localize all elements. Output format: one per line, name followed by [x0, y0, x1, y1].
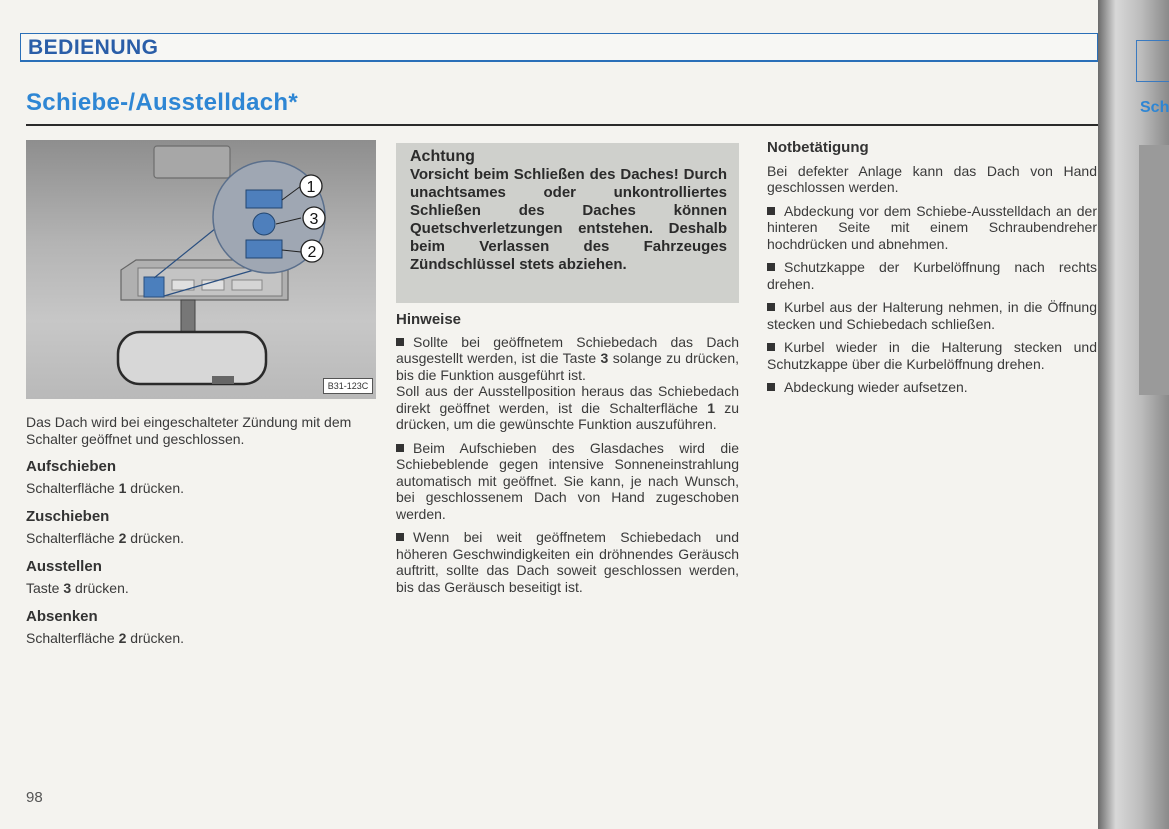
- heading-aufschieben: Aufschieben: [26, 458, 117, 475]
- heading-ausstellen: Ausstellen: [26, 558, 102, 575]
- step-5: Abdeckung wieder aufsetzen.: [767, 379, 1097, 396]
- bullet-icon: [396, 444, 404, 452]
- next-page-figure-fragment: [1139, 145, 1169, 395]
- intro-text: Das Dach wird bei eingeschalteter Zündung mit dem Schalter geöffnet und geschlossen.: [26, 414, 352, 447]
- column-left: [26, 414, 371, 646]
- header-box: [20, 33, 1098, 62]
- title-rule: [26, 124, 1098, 126]
- bullet-icon: [767, 303, 775, 311]
- figure-code: B31-123C: [323, 378, 373, 394]
- heading-hinweise: Hinweise: [396, 311, 462, 328]
- hinweis-2: Soll aus der Ausstellposition heraus das Schiebedach direkt geöffnet werden, ist die Schalterfläche 1 zu drücken, um die gewünschte Funktion auszuführen.: [396, 383, 740, 432]
- bullet-icon: [767, 263, 775, 271]
- hinweis-1: Sollte bei geöffnetem Schiebedach das Dach ausgestellt werden, ist die Taste 3 solange zu drücken, bis die Funktion ausgeführt ist.: [396, 333, 739, 383]
- heading-notbetaetigung: Notbetätigung: [767, 139, 869, 156]
- next-page-header-box: [1136, 40, 1169, 82]
- column-right: [767, 140, 1097, 396]
- roof-console-illustration: [26, 140, 376, 399]
- section-header: BEDIENUNG: [28, 36, 159, 59]
- text-ausstellen: Taste 3 drücken.: [26, 579, 129, 596]
- step-3: Kurbel aus der Halterung nehmen, in die Öffnung stecken und Schiebedach schließen.: [767, 299, 1097, 332]
- bullet-icon: [767, 383, 775, 391]
- svg-text:1: 1: [306, 179, 316, 196]
- svg-text:2: 2: [307, 244, 317, 261]
- bullet-icon: [767, 207, 775, 215]
- heading-absenken: Absenken: [26, 608, 98, 625]
- svg-text:3: 3: [309, 211, 319, 228]
- next-page-title-fragment: Sch: [1140, 99, 1169, 116]
- bullet-icon: [767, 343, 775, 351]
- warning-text: Vorsicht beim Schließen des Daches! Durch unachtsames oder unkontrolliertes Schließen des Daches können Quetschverletzungen entstehen. Deshalb beim Verlassen des Fahrzeuges Zündschlüssel stets abziehen.: [410, 166, 727, 273]
- page-binding-shadow: [1098, 0, 1169, 829]
- text-absenken: Schalterfläche 2 drücken.: [26, 629, 184, 646]
- bullet-icon: [396, 338, 404, 346]
- text-zuschieben: Schalterfläche 2 drücken.: [26, 529, 184, 546]
- roof-switch-figure: [26, 140, 376, 399]
- hinweis-4: Wenn bei weit geöffnetem Schiebedach und höheren Geschwindigkeiten ein dröhnendes Geräusch auftritt, sollte das Dach soweit geschlossen werden, bis das Geräusch beseitigt ist.: [396, 529, 739, 595]
- hinweis-3: Beim Aufschieben des Glasdaches wird die Schiebeblende gegen intensive Sonneneinstrahlung automatisch mit geöffnet. Sie kann, je nach Wunsch, bei geschlossenem Dach von Hand zugeschoben werden.: [396, 439, 739, 522]
- header-rule: [20, 60, 1098, 62]
- notbetaetigung-intro: Bei defekter Anlage kann das Dach von Hand geschlossen werden.: [767, 162, 1097, 195]
- step-1: Abdeckung vor dem Schiebe-Ausstelldach an der hinteren Seite mit einem Schraubendreher hochdrücken und abnehmen.: [767, 202, 1097, 252]
- page-title: Schiebe-/Ausstelldach*: [26, 89, 299, 116]
- page-number: 98: [26, 789, 43, 806]
- step-4: Kurbel wieder in die Halterung stecken und Schutzkappe über die Kurbelöffnung drehen.: [767, 339, 1097, 372]
- heading-zuschieben: Zuschieben: [26, 508, 110, 525]
- step-2: Schutzkappe der Kurbelöffnung nach rechts drehen.: [767, 259, 1097, 292]
- warning-heading: Achtung: [410, 148, 475, 165]
- warning-box: [396, 143, 739, 303]
- bullet-icon: [396, 533, 404, 541]
- text-aufschieben: Schalterfläche 1 drücken.: [26, 479, 184, 496]
- column-middle: [396, 312, 739, 595]
